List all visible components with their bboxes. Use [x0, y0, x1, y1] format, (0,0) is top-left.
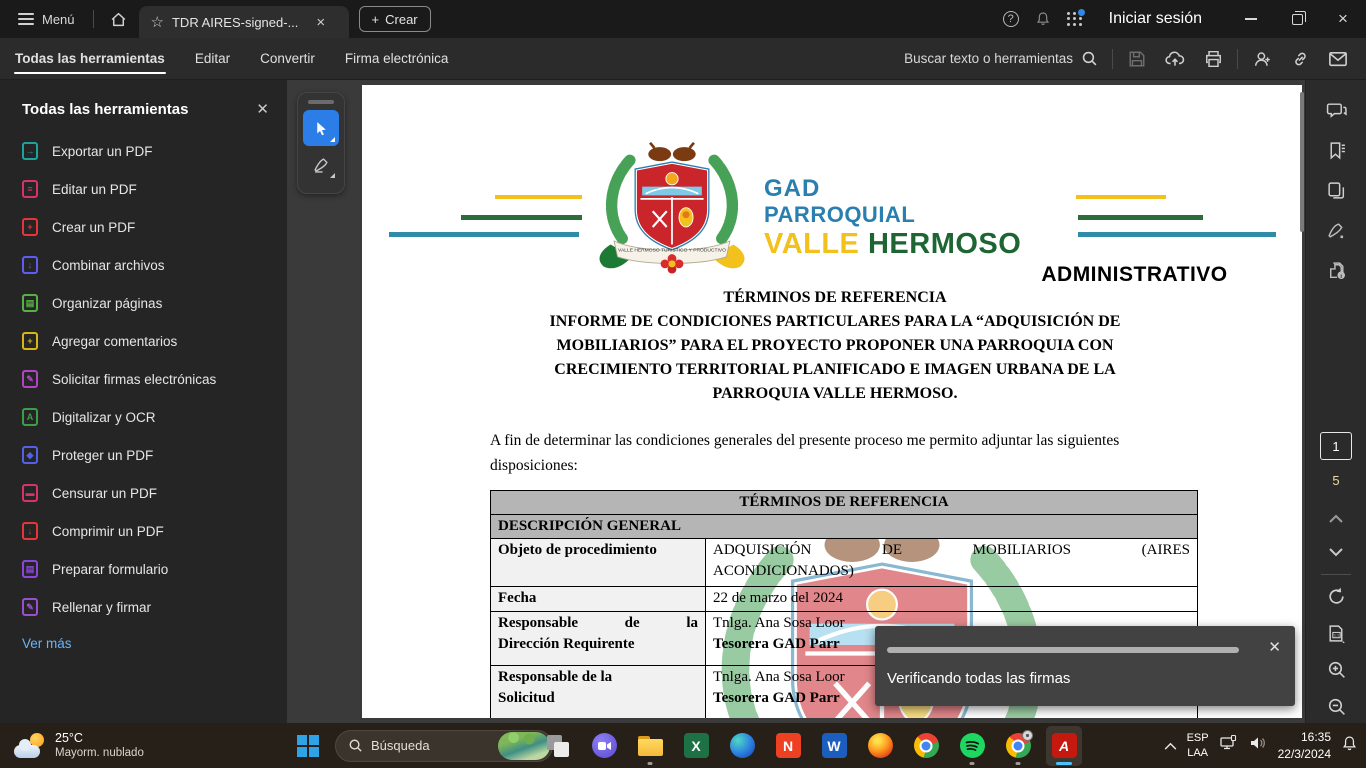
- document-title-line: INFORME DE CONDICIONES PARTICULARES PARA LA “ADQUISICIÓN DE: [549, 313, 1121, 330]
- header-line-green-right: [1078, 215, 1203, 220]
- firefox-button[interactable]: [862, 726, 898, 766]
- logo-parroquial: PARROQUIAL: [764, 202, 916, 227]
- tool-item-create-pdf[interactable]: [0, 208, 287, 246]
- link-button[interactable]: [1282, 44, 1318, 74]
- home-icon: [110, 11, 127, 28]
- email-button[interactable]: [1320, 44, 1356, 74]
- search-label: Buscar texto o herramientas: [904, 51, 1073, 66]
- vertical-scrollbar[interactable]: [1300, 92, 1304, 232]
- nitro-pdf-icon: N: [776, 733, 801, 758]
- tool-item-label: Organizar páginas: [52, 295, 163, 311]
- tool-item-edit-pdf[interactable]: [0, 170, 287, 208]
- upload-cloud-button[interactable]: [1157, 44, 1193, 74]
- logo-gad: GAD: [764, 175, 821, 202]
- tool-item-redact-pdf[interactable]: [0, 474, 287, 512]
- rail-divider: [1321, 574, 1351, 575]
- table-title: TÉRMINOS DE REFERENCIA: [491, 491, 1198, 515]
- plus-icon: +: [371, 11, 380, 27]
- tool-item-label: Crear un PDF: [52, 219, 136, 235]
- export-pdf-icon: →: [22, 142, 38, 160]
- tool-item-protect-pdf[interactable]: [0, 436, 287, 474]
- previous-page-button[interactable]: [1329, 510, 1343, 528]
- language-indicator[interactable]: ESP LAA: [1186, 732, 1209, 759]
- word-icon: W: [822, 733, 847, 758]
- create-label: Crear: [385, 11, 418, 27]
- excel-icon: X: [684, 733, 709, 758]
- upload-cloud-icon: [1165, 50, 1185, 68]
- tools-panel: [0, 80, 287, 723]
- header-line-teal-left: [389, 232, 579, 237]
- spotify-icon: [960, 733, 985, 758]
- weather-widget[interactable]: [14, 723, 144, 768]
- logo-valle-hermoso: VALLE HERMOSO: [764, 228, 1022, 260]
- restore-icon: [1292, 14, 1303, 25]
- row-label: Responsable de la Dirección Requirente: [491, 612, 706, 666]
- document-title-line: CRECIMIENTO TERRITORIAL PLANIFICADO E IMAGEN URBANA DE LA: [554, 361, 1116, 378]
- toast-message: Verificando todas las firmas: [887, 670, 1071, 687]
- row-label: Objeto de procedimiento: [491, 539, 706, 587]
- document-title: [474, 286, 1196, 406]
- divider: [93, 10, 94, 28]
- row-value: 22 de marzo del 2024: [706, 587, 1198, 612]
- tools-panel-title: Todas las herramientas: [22, 100, 189, 118]
- sign-pen-icon: [313, 156, 330, 173]
- row-label: Responsable de la Solicitud: [491, 666, 706, 719]
- sign-in-button[interactable]: Iniciar sesión: [1108, 10, 1202, 27]
- print-button[interactable]: [1195, 44, 1231, 74]
- quick-tools-palette: [297, 92, 345, 194]
- current-page-input[interactable]: 1: [1320, 432, 1352, 460]
- start-button[interactable]: [290, 726, 326, 766]
- tool-item-combine-files[interactable]: [0, 246, 287, 284]
- svg-text:1:1: 1:1: [1333, 633, 1339, 638]
- apps-grid-icon: [1067, 12, 1082, 27]
- close-icon: ×: [1338, 9, 1348, 28]
- document-intro: A fin de determinar las condiciones generales del presente proceso me permito adjuntar las siguientes disposiciones:: [490, 432, 1120, 474]
- tab-firma-electronica[interactable]: Firma electrónica: [344, 51, 449, 66]
- tool-item-label: Editar un PDF: [52, 181, 137, 197]
- toolbar: [0, 38, 1366, 80]
- time-label: 16:35: [1300, 730, 1331, 745]
- edge-button[interactable]: [724, 726, 760, 766]
- weather-icon: [14, 733, 46, 759]
- tool-item-request-signatures[interactable]: [0, 360, 287, 398]
- toast-close-icon[interactable]: ✕: [1268, 639, 1281, 656]
- header-line-yellow-left: [495, 195, 582, 199]
- tool-item-label: Digitalizar y OCR: [52, 409, 156, 425]
- print-icon: [1204, 50, 1223, 68]
- document-tab[interactable]: [139, 6, 349, 38]
- minimize-button[interactable]: [1228, 0, 1274, 38]
- page-thumbnails-button[interactable]: [1318, 174, 1354, 206]
- tray-bell-icon: [1341, 735, 1358, 752]
- firefox-icon: [868, 733, 893, 758]
- save-button[interactable]: [1119, 44, 1155, 74]
- nitro-pdf-button[interactable]: [770, 726, 806, 766]
- row-label: Fecha: [491, 587, 706, 612]
- tool-item-prepare-form[interactable]: [0, 550, 287, 588]
- acrobat-icon: A: [1052, 733, 1077, 758]
- search-placeholder: Búsqueda: [371, 738, 430, 753]
- convert-info-button[interactable]: [1318, 254, 1354, 286]
- taskbar-apps: [540, 723, 1082, 768]
- add-comments-icon: +: [22, 332, 38, 350]
- tool-item-organize-pages[interactable]: [0, 284, 287, 322]
- total-pages-label: 5: [1332, 473, 1340, 488]
- mail-icon: [1328, 50, 1348, 68]
- notification-center-button[interactable]: [1341, 735, 1358, 757]
- document-title-line: PARROQUIA VALLE HERMOSO.: [712, 385, 958, 402]
- tab-close-icon[interactable]: ×: [316, 13, 326, 31]
- tab-convertir[interactable]: Convertir: [260, 51, 315, 66]
- right-rail: [1305, 80, 1366, 723]
- title-bar: [0, 0, 1366, 38]
- link-icon: [1291, 50, 1310, 68]
- menu-label: Menú: [42, 11, 75, 27]
- logo-wordmark: [764, 177, 1021, 259]
- close-button[interactable]: [1320, 0, 1366, 38]
- share-person-button[interactable]: [1244, 44, 1280, 74]
- document-viewer: [287, 80, 1305, 723]
- weather-condition: Mayorm. nublado: [55, 747, 144, 760]
- chrome-button[interactable]: [908, 726, 944, 766]
- tab-todas-las-herramientas[interactable]: Todas las herramientas: [0, 38, 180, 79]
- weather-temp: 25°C: [55, 730, 83, 745]
- meet-button[interactable]: [586, 726, 622, 766]
- sign-tool-button[interactable]: [303, 146, 339, 182]
- scan-ocr-icon: A: [22, 408, 38, 426]
- speaker-icon: [1249, 735, 1268, 751]
- row-value: ADQUISICIÓN DE MOBILIARIOS (AIRES ACONDICIONADOS): [706, 539, 1198, 587]
- system-tray: [1164, 723, 1358, 768]
- chrome-profile-button[interactable]: [1000, 726, 1036, 766]
- menu-button[interactable]: [0, 0, 89, 38]
- chrome-icon: [914, 733, 939, 758]
- row-value: Tnlga. Ana Sosa Loor Tesorera GAD Parr: [706, 612, 1198, 666]
- palette-drag-handle[interactable]: [308, 100, 334, 104]
- home-button[interactable]: [98, 0, 139, 38]
- help-icon: ?: [1003, 11, 1019, 27]
- prepare-form-icon: ▤: [22, 560, 38, 578]
- edge-icon: [730, 733, 755, 758]
- fill-sign-icon: ✎: [22, 598, 38, 616]
- header-line-green-left: [461, 215, 582, 220]
- tool-item-scan-ocr[interactable]: [0, 398, 287, 436]
- help-button[interactable]: [995, 0, 1027, 38]
- search-tools-button[interactable]: [904, 50, 1106, 67]
- tool-item-export-pdf[interactable]: [0, 132, 287, 170]
- restore-button[interactable]: [1274, 0, 1320, 38]
- acrobat-button[interactable]: [1046, 726, 1082, 766]
- combine-files-icon: ↓: [22, 256, 38, 274]
- table-row: [491, 539, 1198, 587]
- create-button[interactable]: [359, 6, 431, 32]
- table-row: [491, 587, 1198, 612]
- tab-editar[interactable]: Editar: [194, 51, 231, 66]
- star-icon[interactable]: ☆: [150, 14, 164, 31]
- svg-text:i: i: [1339, 273, 1342, 280]
- task-view-icon: [547, 735, 569, 757]
- network-button[interactable]: [1219, 734, 1239, 757]
- windows-taskbar: [0, 723, 1366, 768]
- tray-overflow-button[interactable]: [1164, 737, 1177, 755]
- save-icon: [1128, 50, 1146, 68]
- rotate-page-button[interactable]: [1318, 580, 1354, 612]
- organize-pages-icon: ▤: [22, 294, 38, 312]
- create-pdf-icon: +: [22, 218, 38, 236]
- excel-button[interactable]: [678, 726, 714, 766]
- zoom-out-button[interactable]: [1318, 690, 1354, 722]
- tool-item-label: Comprimir un PDF: [52, 523, 164, 539]
- tab-title: TDR AIRES-signed-...: [171, 14, 299, 30]
- document-title-line: MOBILIARIOS” PARA EL PROYECTO PROPONER UNA PARROQUIA CON: [556, 337, 1114, 354]
- volume-button[interactable]: [1249, 735, 1268, 756]
- administrativo-label: ADMINISTRATIVO: [1041, 263, 1228, 286]
- tools-panel-close-icon[interactable]: ✕: [256, 101, 269, 118]
- next-page-button[interactable]: [1329, 544, 1343, 562]
- date-label: 22/3/2024: [1277, 746, 1331, 761]
- notifications-button[interactable]: [1027, 0, 1059, 38]
- search-icon: [1081, 50, 1098, 67]
- file-explorer-icon: [638, 736, 663, 756]
- document-title-line: TÉRMINOS DE REFERENCIA: [723, 289, 947, 306]
- tool-item-label: Preparar formulario: [52, 561, 169, 577]
- tools-list: [0, 132, 287, 626]
- request-signatures-icon: ✎: [22, 370, 38, 388]
- tool-item-label: Solicitar firmas electrónicas: [52, 371, 217, 387]
- signature-verification-toast: [875, 626, 1295, 706]
- minimize-icon: [1245, 18, 1257, 20]
- header-line-teal-right: [1078, 232, 1276, 237]
- windows-logo-icon: [297, 735, 319, 757]
- task-view-button[interactable]: [540, 726, 576, 766]
- bell-icon: [1035, 11, 1051, 27]
- edit-pdf-icon: ≡: [22, 180, 38, 198]
- tool-item-compress-pdf[interactable]: [0, 512, 287, 550]
- apps-button[interactable]: [1059, 0, 1091, 38]
- hamburger-icon: [18, 13, 34, 25]
- bookmarks-button[interactable]: [1318, 134, 1354, 166]
- progress-bar: [887, 647, 1239, 653]
- pdf-page: [362, 85, 1302, 718]
- actual-size-button[interactable]: [1318, 617, 1354, 649]
- profile-badge: [1022, 730, 1033, 741]
- comments-button[interactable]: [1318, 94, 1354, 126]
- select-tool-button[interactable]: [303, 110, 339, 146]
- coat-of-arms-logo: [584, 141, 760, 277]
- chrome-profile-icon: [1006, 733, 1031, 758]
- see-more-link[interactable]: Ver más: [22, 636, 72, 651]
- tool-item-label: Agregar comentarios: [52, 333, 178, 349]
- tool-item-fill-sign[interactable]: [0, 588, 287, 626]
- protect-pdf-icon: ◆: [22, 446, 38, 464]
- clock[interactable]: [1278, 729, 1331, 761]
- network-icon: [1219, 734, 1239, 752]
- word-button[interactable]: [816, 726, 852, 766]
- tool-item-add-comments[interactable]: [0, 322, 287, 360]
- taskbar-search[interactable]: [335, 730, 553, 762]
- spotify-button[interactable]: [954, 726, 990, 766]
- tool-item-label: Rellenar y firmar: [52, 599, 152, 615]
- tool-item-label: Censurar un PDF: [52, 485, 158, 501]
- add-person-icon: [1253, 50, 1272, 68]
- meet-camera-icon: [592, 733, 617, 758]
- tool-item-label: Proteger un PDF: [52, 447, 154, 463]
- table-section: DESCRIPCIÓN GENERAL: [491, 515, 1198, 539]
- file-explorer-button[interactable]: [632, 726, 668, 766]
- zoom-in-button[interactable]: [1318, 653, 1354, 685]
- header-line-yellow-right: [1076, 195, 1166, 199]
- redact-pdf-icon: ▬: [22, 484, 38, 502]
- compress-pdf-icon: ↓: [22, 522, 38, 540]
- cursor-arrow-icon: [313, 120, 330, 137]
- search-icon: [348, 738, 363, 753]
- tool-item-label: Combinar archivos: [52, 257, 165, 273]
- tool-item-label: Exportar un PDF: [52, 143, 153, 159]
- fill-sign-button[interactable]: [1318, 214, 1354, 246]
- row-value: Tnlga. Ana Sosa Loor Tesorera GAD Parr: [706, 666, 1198, 719]
